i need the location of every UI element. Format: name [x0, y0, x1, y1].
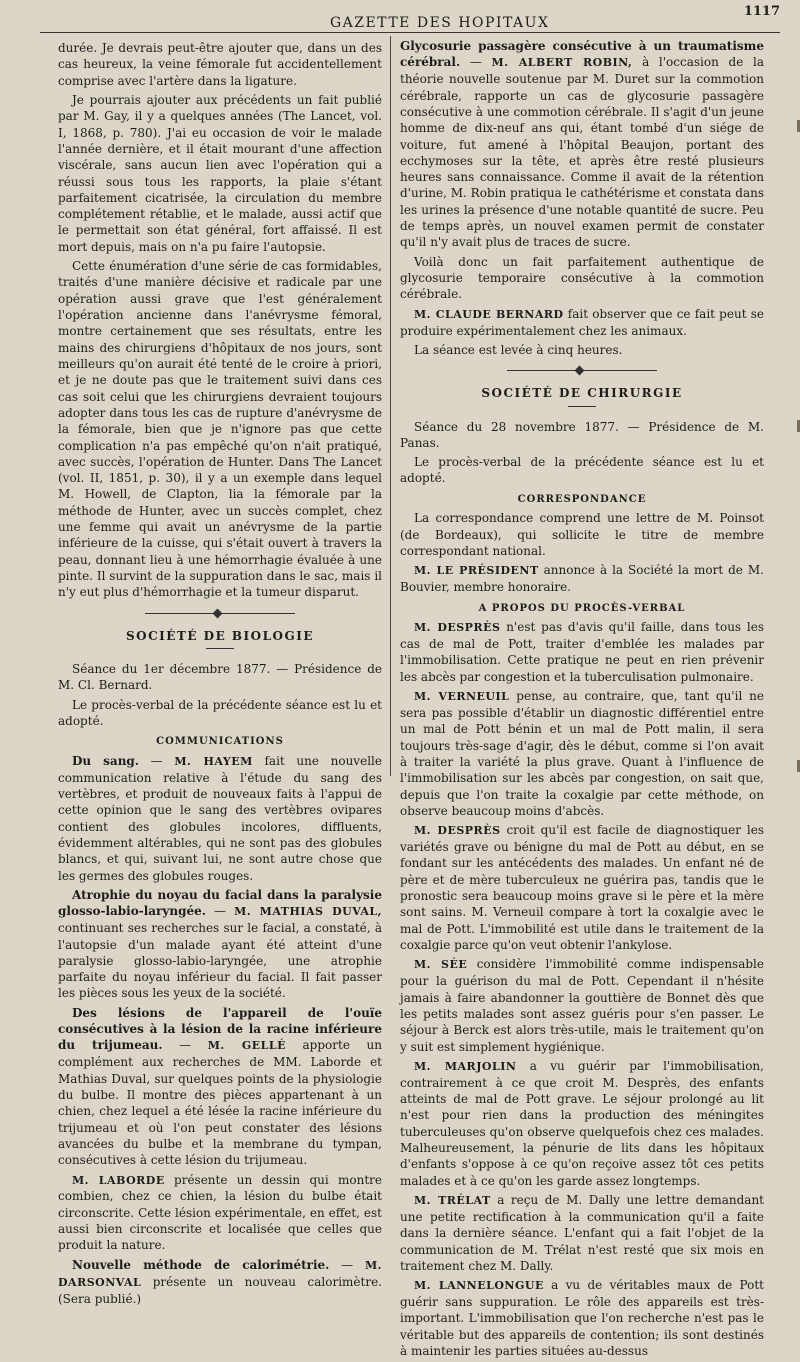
communication-item: Nouvelle méthode de calorimétrie. — M. DARSONVAL présente un nouveau calorimètre. (Sera publié.): [58, 1257, 382, 1306]
levee-line: La séance est levée à cinq heures.: [414, 342, 623, 357]
item-text: continuant ses recherches sur le facial, a constaté, à l'autopsie d'un malade ayant été atteint d'une paralysie glosso-labio-laryngée, une atrophie parfaite du noyau inférieur du facial. Il fait passer les pièces sous les yeux de la société.: [58, 921, 382, 1001]
item-author: M. LANNELONGUE: [414, 1279, 544, 1293]
communication-item: Atrophie du noyau du facial dans la paralysie glosso-labio-laryngée. — M. MATHIAS DUVAL, continuant ses recherches sur le facial, a constaté, à l'autopsie d'un malade ayant été atteint d'une paralysie glosso-labio-laryngée, une atrophie parfaite du noyau inférieur du facial. Il fait passer les pièces sous les yeux de la société.: [58, 887, 382, 1001]
discussion-item: [400, 1192, 764, 1274]
seance-line: Séance du 1er décembre 1877. — Présidence de M. Cl. Bernard.: [58, 661, 382, 693]
item-text: n'est pas d'avis qu'il faille, dans tous les cas de mal de Pott, traiter d'emblée les malades par l'immobilisation. Cette pratique ne peut en rien prévenir les abcès par congestion et la tuberculisation pulmonaire.: [400, 620, 764, 684]
item-title: Des lésions de l'appareil de l'ouïe consécutives à la lésion de la racine inférieure du trijumeau.: [58, 1005, 382, 1053]
item-text: présente un dessin qui montre combien, chez ce chien, la lésion du bulbe était circonscrite. Cette lésion expérimentale, en effet, est aussi bien circonscrite et localisée que celles que produit la nature.: [58, 1172, 382, 1253]
correspondance-heading: CORRESPONDANCE: [517, 493, 647, 505]
item-text: fait une nouvelle communication relative à l'étude du sang des vertèbres, et produit de nouveaux faits à l'appui de cette opinion que le sang des vertèbres ovipares contient des globules incolores, diffluents, évidemment altérables, qui ne sont pas des globules blancs, et qui, suivant lui, ne sont autre chose que les germes des globules rouges.: [58, 753, 382, 883]
item-author: M. DARSONVAL: [58, 1258, 382, 1289]
discussion-item: [400, 956, 764, 1055]
item-text: pense, au contraire, que, tant qu'il ne sera pas possible d'établir un diagnostic différentiel entre un mal de Pott bénin et un mal de Pott malin, il sera toujours très-sage d'agir, dès le début, comme si l'on avait à traiter la variété la plus grave. Quant à l'influence de l'immobilisation sur les abcès par congestion, on sait que, depuis que l'on traite la coxalgie par cette méthode, on observe beaucoup moins d'abcès.: [400, 689, 764, 818]
communications-heading: COMMUNICATIONS: [156, 736, 284, 748]
paragraph: Voilà donc un fait parfaitement authentique de glycosurie temporaire consécutive à la commotion cérébrale.: [400, 254, 764, 302]
item-author: M. DESPRÈS: [414, 621, 501, 635]
item-author: M. LABORDE: [72, 1173, 165, 1187]
paragraph: [400, 306, 764, 339]
item-author: M. HAYEM: [174, 754, 253, 768]
discussion-item: [400, 1058, 764, 1189]
item-author: M. GELLÉ: [207, 1039, 286, 1053]
item-text: fait observer que ce fait peut se produire expérimentalement chez les animaux.: [400, 306, 764, 338]
right-column: [400, 38, 764, 1362]
item-author: M. VERNEUIL: [414, 690, 510, 704]
title-rule: [568, 406, 596, 407]
item-title: Nouvelle méthode de calorimétrie.: [72, 1257, 330, 1272]
item-text: croit qu'il est facile de diagnostiquer les variétés grave ou bénigne du mal de Pott au début, en se fondant sur les antécédents des malades. Un enfant né de père et de mère tuberculeux ne guérira pas, tandis que le pronostic sera beaucoup moins grave si le père et la mère sont sains. M. Verneuil compare à tort la coxalgie avec le mal de Pott. L'immobilité est utile dans le traitement de la coxalgie parce qu'on veut obtenir l'ankylose.: [400, 823, 764, 953]
item-author: M. LE PRÉSIDENT: [414, 564, 539, 578]
item-text: a vu de véritables maux de Pott guérir sans suppuration. Le rôle des appareils est très-important. L'immobilisation que l'on recherche n'est pas le véritable but des appareils de contention; ils sont destinés à maintenir les parties situées au-dessus: [400, 1278, 764, 1359]
communication-item: Des lésions de l'appareil de l'ouïe consécutives à la lésion de la racine inférieure du trijumeau. — M. GELLÉ apporte un complément aux recherches de MM. Laborde et Mathias Duval, sur quelques points de la physiologie du bulbe. Il montre des pièces appartenant à un chien, chez lequel a été lésée la racine inférieure du trijumeau et où l'on peut constater des lésions avancées du bulbe et la membrane du tympan, consécutives à cette lésion du trijumeau.: [58, 1005, 382, 1168]
title-rule: [206, 648, 234, 649]
item-author: M. ALBERT ROBIN,: [491, 56, 633, 70]
discussion-item: [400, 619, 764, 685]
paragraph: [400, 562, 764, 595]
paragraph: Je pourrais ajouter aux précédents un fait publié par M. Gay, il y a quelques années (The Lancet, vol. I, 1868, p. 780). J'ai eu occasion de voir le malade l'année dernière, et il était mourant d'une affection viscérale, sans aucun lien avec l'opération qui a réussi sous tous les rapports, la plaie s'étant parfaitement cicatrisée, la circulation du membre complétement rétablie, et le malade, aussi actif que le permettait son état général, fort affaissé. Il est mort depuis, mais on n'a pu faire l'autopsie.: [58, 92, 382, 254]
journal-title: GAZETTE DES HOPITAUX: [330, 15, 550, 31]
item-author: M. TRÉLAT: [414, 1194, 491, 1207]
seance-line: Séance du 28 novembre 1877. — Présidence de M. Panas.: [400, 419, 764, 450]
item-title: Du sang.: [72, 753, 139, 768]
page-header: [40, 2, 780, 33]
discussion-item: [400, 822, 764, 953]
item-text: apporte un complément aux recherches de MM. Laborde et Mathias Duval, sur quelques points de la physiologie du bulbe. Il montre des pièces appartenant à un chien, chez lequel a été lésée la racine inférieure du trijumeau et où l'on peut constater des lésions avancées du bulbe et la membrane du tympan, consécutives à cette lésion du trijumeau.: [58, 1038, 382, 1168]
glycosurie-item: Glycosurie passagère consécutive à un traumatisme cérébral. — M. ALBERT ROBIN, à l'occasion de la théorie nouvelle soutenue par M. Duret sur la commotion cérébrale, rapporte un cas de glycosurie passagère consécutive à une commotion cérébrale. Il s'agit d'un jeune homme de dix-neuf ans qui, étant tombé d'un siége de voiture, fut amené à l'hôpital Beaujon, portant des ecchymoses sur la tête, et après être resté plusieurs heures sans connaissance. Comme il avait de la rétention d'urine, M. Robin pratiqua le cathétérisme et constata dans les urines la présence d'une notable quantité de sucre. Peu de temps après, un nouvel examen permit de constater qu'il n'y avait plus de traces de sucre.: [400, 39, 764, 250]
paragraph: durée. Je devrais peut-être ajouter que, dans un des cas heureux, la veine fémorale fut accidentellement comprise avec l'artère dans la ligature.: [58, 41, 382, 88]
paragraph: La correspondance comprend une lettre de M. Poinsot (de Bordeaux), qui sollicite le titre de membre correspondant national.: [400, 511, 764, 558]
item-text: considère l'immobilité comme indispensable pour la guérison du mal de Pott. Cependant il n'hésite jamais à faire abandonner la gouttière de Bonnet dès que les petits malades sont assez guéris pour s'en passer. Le séjour à Berck est alors très-utile, mais le traitement qu'on y suit est simplement hygiénique.: [400, 957, 764, 1054]
proces-verbal: Le procès-verbal de la précédente séance est lu et adopté.: [400, 455, 764, 486]
item-title: Atrophie du noyau du facial dans la paralysie glosso-labio-laryngée.: [58, 887, 382, 919]
communication-item: [58, 1172, 382, 1254]
item-text: a reçu de M. Dally une lettre demandant une petite rectification à la communication qu'il a faite dans la dernière séance. L'enfant qui a fait l'objet de la communication de M. Trélat n'est resté que six mois en traitement chez M. Dally.: [400, 1193, 765, 1273]
item-title: Glycosurie passagère consécutive à un traumatisme cérébral.: [400, 39, 764, 70]
society-title-chirurgie: SOCIÉTÉ DE CHIRURGIE: [481, 386, 683, 401]
item-author: M. MARJOLIN: [414, 1059, 517, 1073]
section-separator: [145, 613, 295, 614]
item-author: M. SÉE: [414, 958, 468, 972]
proces-verbal: Le procès-verbal de la précédente séance est lu et adopté.: [58, 697, 382, 728]
item-text: présente un nouveau calorimètre. (Sera publié.): [58, 1274, 382, 1306]
item-author: M. DESPRÈS: [414, 824, 501, 838]
item-author: M. CLAUDE BERNARD: [414, 307, 564, 321]
page-number: 1117: [743, 4, 780, 19]
discussion-item: [400, 1277, 764, 1359]
discussion-item: [400, 688, 764, 819]
item-author: M. MATHIAS DUVAL,: [234, 905, 382, 919]
communication-item: Du sang. — M. HAYEM fait une nouvelle communication relative à l'étude du sang des vertèbres, et produit de nouveaux faits à l'appui de cette opinion que le sang des vertèbres ovipares contient des globules incolores, diffluents, évidemment altérables, qui ne sont pas des globules blancs, et qui, suivant lui, ne sont autre chose que les germes des globules rouges.: [58, 753, 382, 883]
column-divider: [390, 36, 391, 776]
proces-verbal-heading: A PROPOS DU PROCÈS-VERBAL: [478, 602, 686, 614]
item-text: annonce à la Société la mort de M. Bouvier, membre honoraire.: [400, 563, 764, 595]
item-text: à l'occasion de la théorie nouvelle soutenue par M. Duret sur la commotion cérébrale, rapporte un cas de glycosurie passagère consécutive à une commotion cérébrale. Il s'agit d'un jeune homme de dix-neuf ans qui, étant tombé d'un siége de voiture, fut amené à l'hôpital Beaujon, portant des ecchymoses sur la tête, et après être resté plusieurs heures sans connaissance. Comme il avait de la rétention d'urine, M. Robin pratiqua le cathétérisme et constata dans les urines la présence d'une notable quantité de sucre. Peu de temps après, un nouvel examen permit de constater qu'il n'y avait plus de traces de sucre.: [400, 55, 764, 250]
left-column: [58, 40, 382, 1310]
item-text: a vu guérir par l'immobilisation, contrairement à ce que croit M. Desprès, des enfants atteints de mal de Pott grave. Le séjour prolongé au lit n'est pour rien dans la production des méningites tuberculeuses qu'on observe quelquefois chez ces malades. Malheureusement, la pénurie de lits dans les hôpitaux d'enfants s'oppose à ce qu'on reçoive assez tôt ces petits malades et à ce qu'on les garde assez longtemps.: [400, 1058, 764, 1188]
society-title-biologie: SOCIÉTÉ DE BIOLOGIE: [125, 628, 315, 643]
paragraph: Cette énumération d'une série de cas formidables, traités d'une manière décisive et radicale par une opération aussi grave que l'est généralement l'opération ancienne dans l'anévrysme fémoral, montre certainement que ses résultats, entre les mains des chirurgiens d'hôpitaux de nos jours, sont meilleurs qu'on aurait été tenté de le croire à priori, et je ne doute pas que le traitement suivi dans ces cas soit celui que les chirurgiens devraient toujours adopter dans tous les cas de rupture d'anévrysme de la fémorale, bien que je n'ignore pas que cette complication n'a pas empêché qu'on n'ait pratiqué, avec succès, l'opération de Hunter. Dans The Lancet (vol. II, 1851, p. 30), il y a un exemple dans lequel M. Howell, de Clapton, lia la fémorale par la méthode de Hunter, avec un succès complet, chez une femme qui avait un anévrysme de la partie inférieure de la cuisse, qui s'était ouvert à travers la peau, donnant lieu à une hémorrhagie évaluée à une pinte. Il survint de la suppuration dans le sac, mais il n'y eut plus d'hémorrhagie et la tumeur disparut.: [58, 259, 382, 600]
section-separator: [507, 370, 657, 371]
